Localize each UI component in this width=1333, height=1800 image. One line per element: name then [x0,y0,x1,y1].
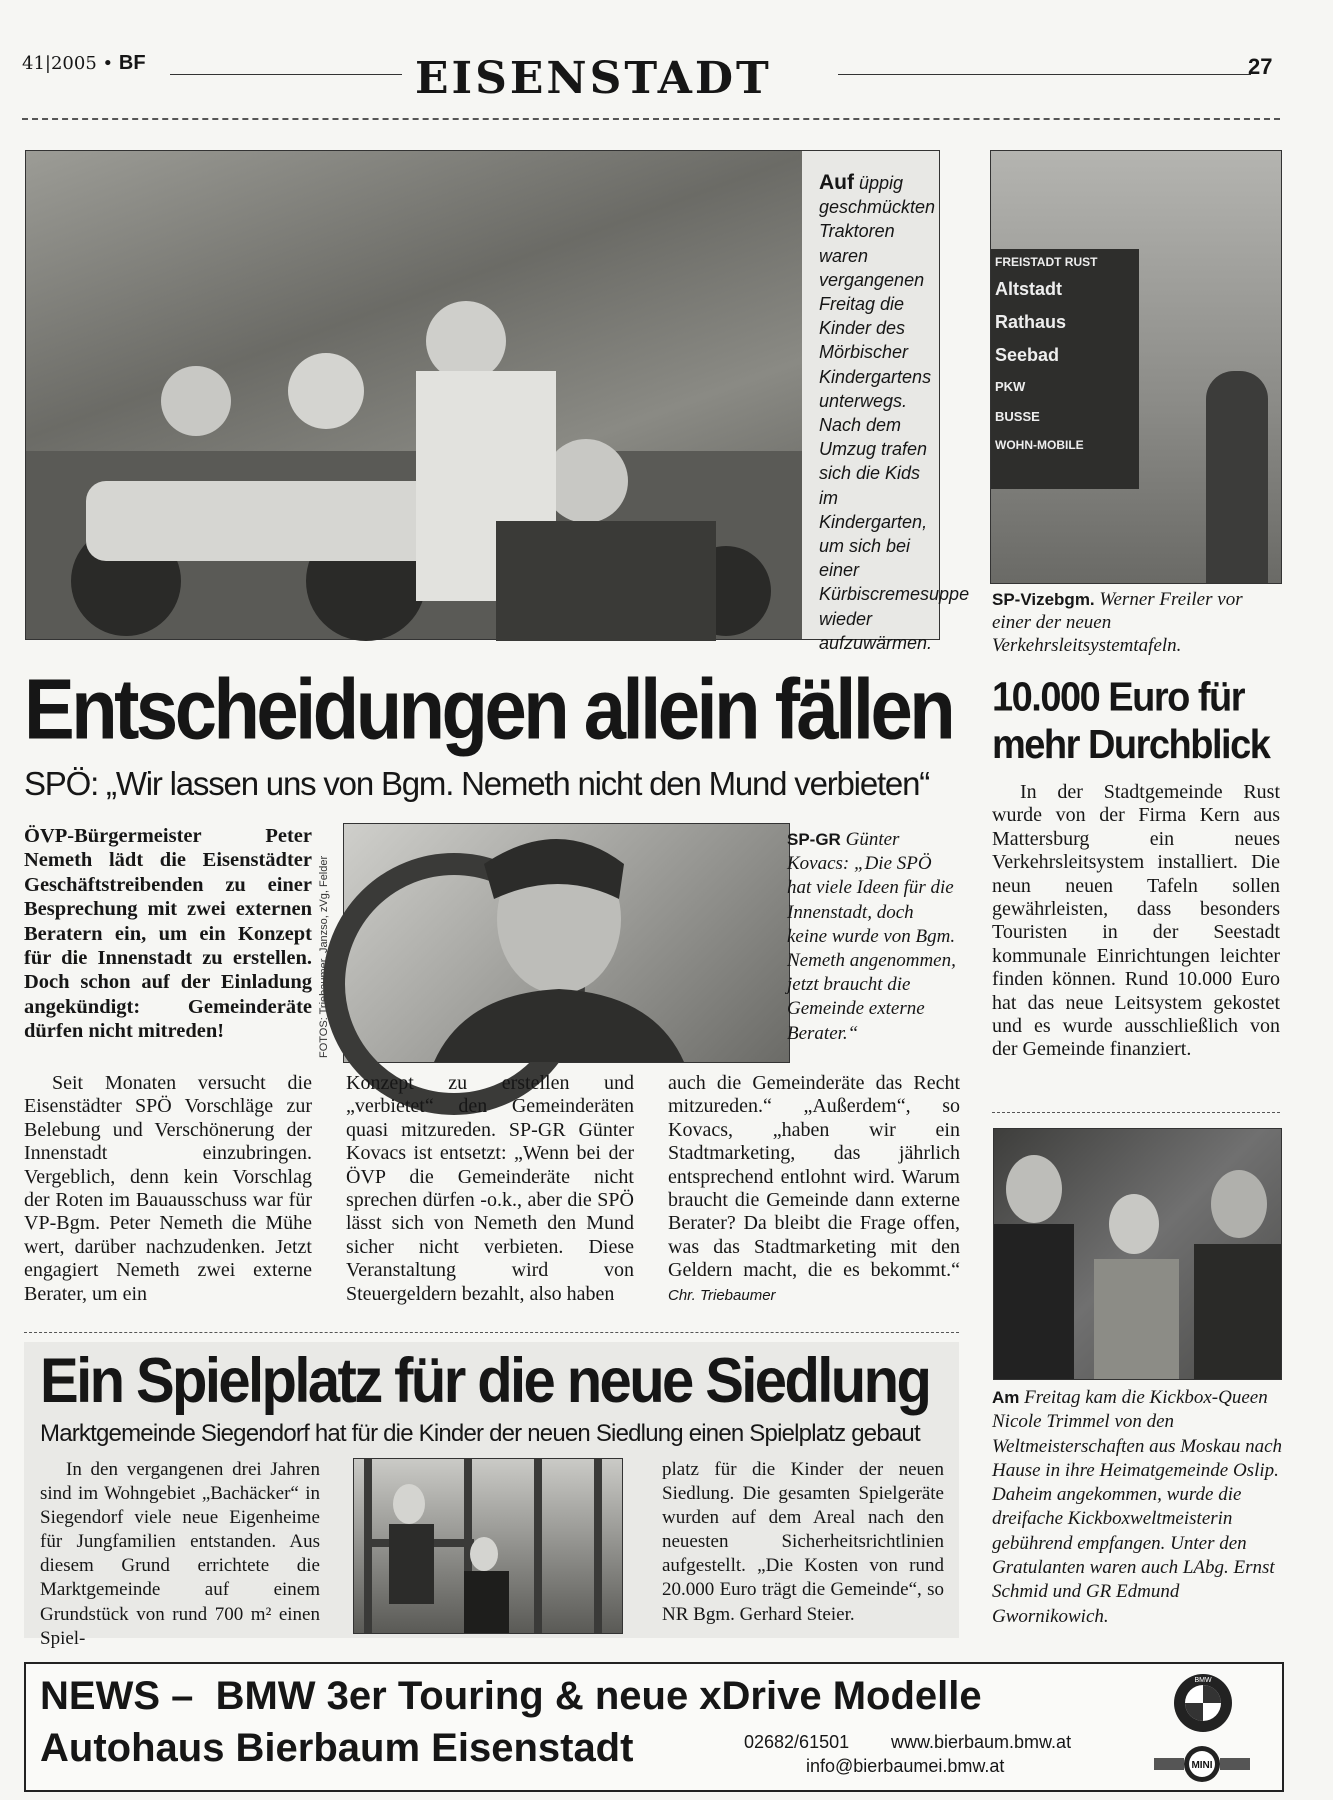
playground-col2: platz für die Kinder der neuen Siedlung. Die gesamten Spielgeräte wurden auf dem Areal nach den neuesten Sicherheitsrichtlinien aufgestellt. „Die Kosten von rund 20.000 Euro trägt die Gemeinde“, so NR Bgm. Gerhard Steier. [662,1459,944,1625]
main-body-col1: Seit Monaten versucht die Eisenstädter SPÖ Vorschläge zur Belebung und Verschönerung der Innenstadt einzubringen. Vergeblich, denn kein Vorschlag der Roten im Bauausschuss war für VP-Bgm. Peter Nemeth die Mühe wert, darüber nachzudenken. Jetzt engagiert Nemeth zwei externe Berater, um ein [24,1072,312,1305]
header-dashed-divider [22,118,1280,120]
sign-line: WOHN-MOBILE [995,438,1084,452]
right-caption-body: Werner Freiler vor einer der neuen Verkehrsleitsystemtafeln. [992,589,1243,656]
sign-line: Rathaus [995,312,1067,332]
kickbox-queen-photo [993,1128,1282,1380]
ad-email[interactable]: info@bierbaumei.bmw.at [806,1756,1005,1776]
portrait-caption-lead: SP-GR [787,830,841,849]
page-number: 27 [1248,54,1273,79]
top-photo-caption [819,171,970,655]
kickbox-caption-lead: Am [992,1388,1020,1407]
header-rule-left [170,74,402,75]
svg-text:MINI: MINI [1191,1760,1213,1771]
main-body-col2: Konzept zu erstellen und „verbietet“ den Gemeinderäten quasi mitzureden. SP-GR Günter Kovacs ist entsetzt: „Wenn bei der ÖVP die Gemeinderäte nicht sprechen dürfen -o.k., aber die SPÖ lässt sich von Nemeth den Mund sicher nicht verbieten. Diese Veranstaltung wird von Steuergeldern bezahlt, also haben [346,1072,634,1305]
side-headline: 10.000 Euro für mehr Durchblick [992,675,1270,768]
photo-credit: FOTOS: Triebaumer, Janzso, zVg, Felder [318,855,330,1058]
issue-number: 41|2005 • BF [22,52,146,74]
main-body-col3: auch die Gemeinderäte das Recht mitzureden.“ „Außerdem“, so Kovacs, „haben wir ein Stadtmarketing, das jährlich entsprechend entlohnt wird. Warum braucht die Gemeinde dann externe Berater? Da bleibt die Frage offen, was das Stadtmarketing mit den Geldern macht, die es bekommt.“ Chr. Triebaumer [668,1072,960,1304]
bmw-advertisement [24,1662,1284,1792]
portrait-caption [787,828,957,1046]
bmw-logo-icon [1172,1672,1234,1734]
right-photo-caption [992,588,1282,657]
ad-headline: NEWS – BMW 3er Touring & neue xDrive Modelle [40,1674,982,1718]
kickbox-illustration [994,1129,1281,1379]
mini-logo-icon [1154,1744,1250,1784]
ad-phone: 02682/61501 [744,1732,850,1752]
playground-subhead: Marktgemeinde Siegendorf hat für die Kinder der neuen Siedlung einen Spielplatz gebaut [40,1420,920,1447]
sign-line: PKW [995,379,1026,394]
playground-illustration [354,1459,622,1633]
kickbox-caption [992,1386,1284,1629]
playground-headline: Ein Spielplatz für die neue Siedlung [40,1346,930,1417]
man-figure [1206,371,1268,583]
sign-line: FREISTADT RUST [995,255,1098,269]
playground-col1: In den vergangenen drei Jahren sind im Wohngebiet „Bachäcker“ in Siegendorf viele neue Eigenheime für Jungfamilien entstanden. Aus diesem Grund errichtete die Marktgemeinde auf einem Grundstück von rund 700 m² einen Spiel- [40,1459,320,1649]
traffic-sign-photo [990,150,1282,584]
svg-text:BMW: BMW [1194,1677,1212,1684]
side-body: In der Stadtgemeinde Rust wurde von der Firma Kern aus Mattersburg ein neues Verkehrsleitsystem installiert. Die neun neuen Tafeln sollen gewährleisten, dass besonders Touristen in der Seestadt kommunale Einrichtungen leichter finden können. Rund 10.000 Euro hat das neue Leitsystem gekostet und es wurde ausschließlich von der Gemeinde finanziert. [992,781,1280,1061]
sign-line: Altstadt [995,279,1062,299]
top-caption-lead: Auf [819,171,854,194]
kindergarten-tractor-photo [25,150,970,653]
sign-text-list [995,251,1135,458]
top-caption-body: üppig geschmückten Traktoren waren vergangenen Freitag die Kinder des Mörbischer Kindergartens unterwegs. Nach dem Umzug trafen sich die Kids im Kindergarten, um sich bei einer Kürbiscremesuppe wieder aufzuwärmen. [819,173,970,653]
kovacs-portrait-photo [343,823,790,1063]
main-subhead: SPÖ: „Wir lassen uns von Bgm. Nemeth nicht den Mund verbieten“ [24,765,930,802]
portrait-illustration [344,824,789,1062]
author-name: Chr. Triebaumer [668,1286,776,1304]
kickbox-caption-body: Freitag kam die Kickbox-Queen Nicole Trimmel von den Weltmeisterschaften aus Moskau nach Hause in ihre Heimatgemeinde Oslip. Daheim angekommen, wurde die dreifache Kickboxweltmeisterin gebührend empfangen. Unter den Gratulanten waren auch LAbg. Ernst Schmid und GR Edmund Gwornikowich. [992,1387,1283,1627]
ad-website[interactable]: www.bierbaum.bmw.at [891,1732,1072,1752]
ad-dealer-name: Autohaus Bierbaum Eisenstadt [40,1726,634,1770]
main-lead: ÖVP-Bürgermeister Peter Nemeth lädt die Eisenstädter Geschäftstreibenden zu einer Besprechung mit zwei externen Beratern ein, um ein Konzept für die Innenstadt zu erstellen. Doch schon auf der Einladung angekündigt: Gemeinderäte dürfen nicht mitreden! [24,825,312,1043]
sign-line: Seebad [995,345,1060,365]
playground-top-divider [24,1332,959,1333]
section-title: EISENSTADT [415,53,772,104]
playground-photo [353,1458,623,1634]
portrait-caption-body: Günter Kovacs: „Die SPÖ hat viele Ideen für die Innenstadt, doch keine wurde von Bgm. Nemeth angenommen, jetzt braucht die Gemeinde externe Berater.“ [787,829,956,1044]
right-caption-lead: SP-Vizebgm. [992,590,1095,609]
header-rule-right [838,74,1251,75]
sign-line: BUSSE [995,409,1040,424]
brand-label: BF [118,52,146,74]
side-dashed-divider [992,1112,1280,1113]
header-dot: • [102,53,114,74]
main-headline: Entscheidungen allein fällen [24,662,953,758]
